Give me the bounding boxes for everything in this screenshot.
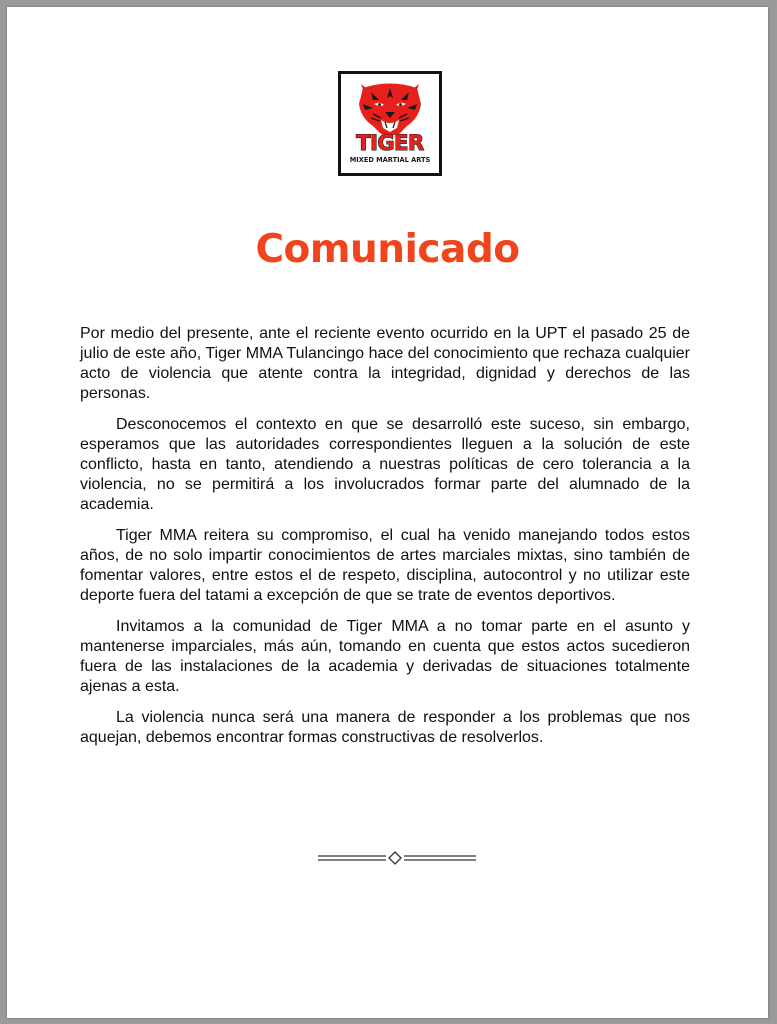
paragraph: La violencia nunca será una manera de responder a los problemas que nos aquejan, debemos encontrar formas constructivas de resolverlos.	[80, 709, 690, 746]
logo-wordmark: TIGER	[356, 131, 424, 155]
paragraph: Desconocemos el contexto en que se desarrolló este suceso, sin embargo, esperamos que las autoridades correspondientes lleguen a la solución de este conflicto, hasta en tanto, atendiendo a nuestras políticas de cero tolerancia a la violencia, no se permitirá a los involucrados formar parte del alumnado de la academia.	[80, 416, 690, 513]
tiger-head-icon	[341, 74, 439, 173]
logo-tagline: MIXED MARTIAL ARTS	[349, 156, 431, 164]
paragraph: Por medio del presente, ante el reciente evento ocurrido en la UPT el pasado 25 de julio de este año, Tiger MMA Tulancingo hace del conocimiento que rechaza cualquier acto de violencia que atente contra la integridad, dignidad y derechos de las personas.	[80, 325, 690, 402]
paragraph: Tiger MMA reitera su compromiso, el cual ha venido manejando todos estos años, de no solo impartir conocimientos de artes marciales mixtas, sino también de fomentar valores, entre estos el de respeto, disciplina, autocontrol y no utilizar este deporte fuera del tatami a excepción de que se trate de eventos deportivos.	[80, 527, 690, 604]
tiger-mma-logo	[338, 71, 442, 176]
paragraph: Invitamos a la comunidad de Tiger MMA a no tomar parte en el asunto y mantenerse imparciales, más aún, tomando en cuenta que estos actos sucedieron fuera de las instalaciones de la academia y derivadas de situaciones totalmente ajenas a esta.	[80, 618, 690, 695]
document-page	[7, 7, 768, 1018]
diamond-divider-icon	[310, 845, 480, 875]
divider-ornament	[310, 845, 480, 875]
statement-body	[80, 324, 690, 759]
page-title: Comunicado	[255, 227, 520, 272]
